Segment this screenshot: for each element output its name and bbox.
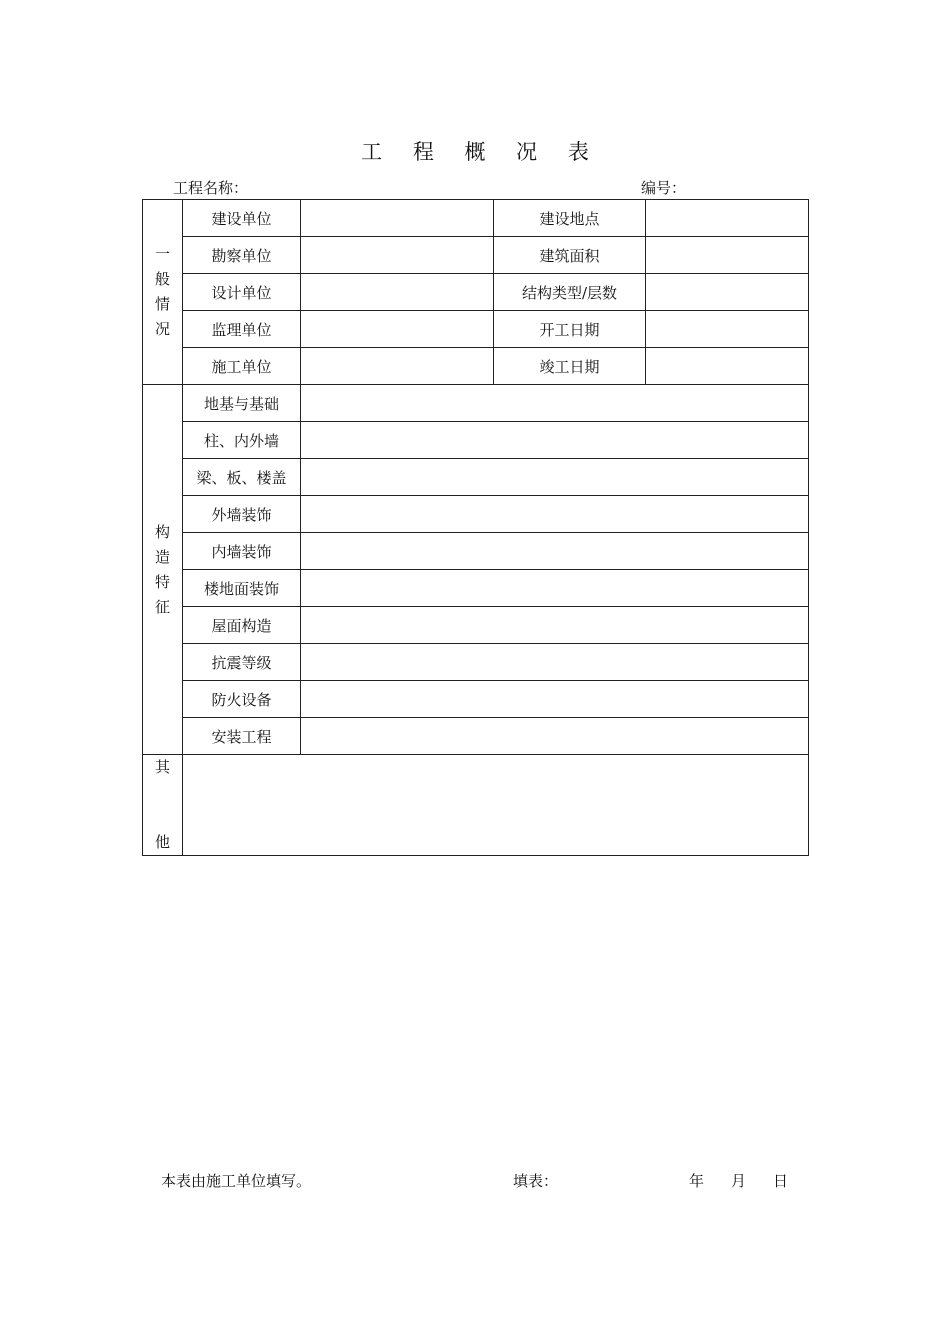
label-supervision-unit: 监理单位 [183, 311, 301, 348]
value-construction-unit[interactable] [301, 200, 494, 237]
value-contractor-unit[interactable] [301, 348, 494, 385]
value-construction-site[interactable] [646, 200, 809, 237]
table-row [143, 348, 809, 385]
project-overview-table [142, 199, 809, 856]
table-row [143, 681, 809, 718]
label-seismic-grade: 抗震等级 [183, 644, 301, 681]
label-contractor-unit: 施工单位 [183, 348, 301, 385]
table-row [143, 533, 809, 570]
table-row [143, 718, 809, 755]
value-design-unit[interactable] [301, 274, 494, 311]
value-exterior-finish[interactable] [301, 496, 809, 533]
value-foundation[interactable] [301, 385, 809, 422]
value-supervision-unit[interactable] [301, 311, 494, 348]
label-design-unit: 设计单位 [183, 274, 301, 311]
label-columns-walls: 柱、内外墙 [183, 422, 301, 459]
number-label: 编号： [641, 179, 687, 197]
month-label: 月 [731, 1172, 747, 1190]
value-seismic-grade[interactable] [301, 644, 809, 681]
label-fire-equipment: 防火设备 [183, 681, 301, 718]
project-name-label: 工程名称： [173, 179, 249, 197]
table-row [143, 607, 809, 644]
label-exterior-finish: 外墙装饰 [183, 496, 301, 533]
value-completion-date[interactable] [646, 348, 809, 385]
table-row [143, 755, 809, 856]
section-structure-label: 构 造 特 征 [143, 385, 183, 755]
table-row [143, 385, 809, 422]
footer-note: 本表由施工单位填写。 [161, 1172, 312, 1190]
label-foundation: 地基与基础 [183, 385, 301, 422]
label-construction-site: 建设地点 [494, 200, 646, 237]
label-interior-finish: 内墙装饰 [183, 533, 301, 570]
label-installation: 安装工程 [183, 718, 301, 755]
label-roof-structure: 屋面构造 [183, 607, 301, 644]
value-roof-structure[interactable] [301, 607, 809, 644]
value-structure-type[interactable] [646, 274, 809, 311]
label-beams-slabs: 梁、板、楼盖 [183, 459, 301, 496]
value-installation[interactable] [301, 718, 809, 755]
value-columns-walls[interactable] [301, 422, 809, 459]
table-row [143, 496, 809, 533]
value-other[interactable] [183, 755, 809, 856]
year-label: 年 [689, 1172, 705, 1190]
label-construction-unit: 建设单位 [183, 200, 301, 237]
value-start-date[interactable] [646, 311, 809, 348]
table-row [143, 274, 809, 311]
value-interior-finish[interactable] [301, 533, 809, 570]
table-row [143, 570, 809, 607]
date-fields [689, 1170, 788, 1191]
day-label: 日 [773, 1172, 789, 1190]
table-row [143, 200, 809, 237]
filled-by-label: 填表： [513, 1172, 559, 1190]
section-other-label: 其 他 [143, 755, 183, 856]
label-floor-finish: 楼地面装饰 [183, 570, 301, 607]
label-structure-type: 结构类型/层数 [494, 274, 646, 311]
table-row [143, 422, 809, 459]
value-beams-slabs[interactable] [301, 459, 809, 496]
value-floor-finish[interactable] [301, 570, 809, 607]
label-survey-unit: 勘察单位 [183, 237, 301, 274]
value-survey-unit[interactable] [301, 237, 494, 274]
table-row [143, 311, 809, 348]
label-building-area: 建筑面积 [494, 237, 646, 274]
value-fire-equipment[interactable] [301, 681, 809, 718]
label-completion-date: 竣工日期 [494, 348, 646, 385]
section-general-label: 一 般 情 况 [143, 200, 183, 385]
table-row [143, 237, 809, 274]
form-title: 工 程 概 况 表 [361, 140, 601, 164]
table-row [143, 459, 809, 496]
label-start-date: 开工日期 [494, 311, 646, 348]
value-building-area[interactable] [646, 237, 809, 274]
table-row [143, 644, 809, 681]
